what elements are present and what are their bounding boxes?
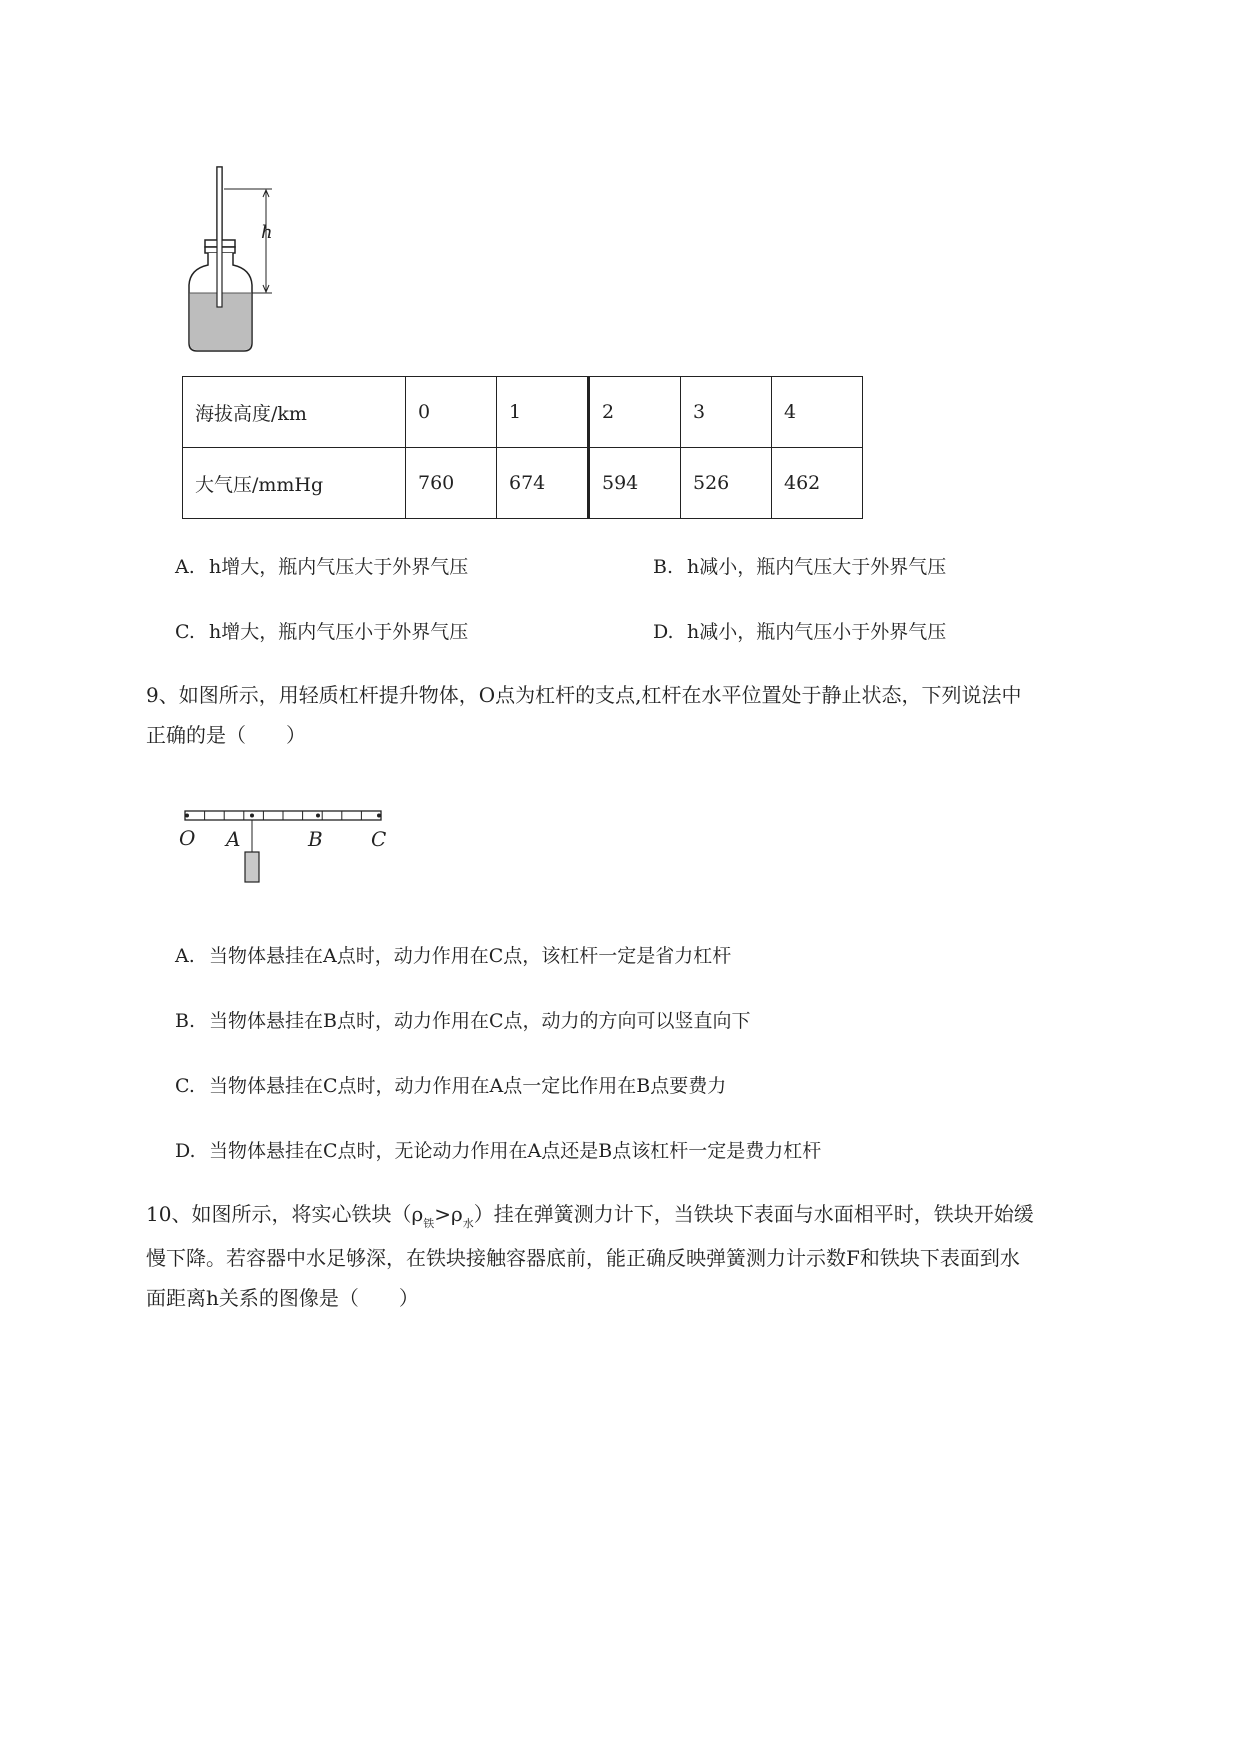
option-d[interactable] (175, 1136, 821, 1163)
option-text: h减小，瓶内气压小于外界气压 (687, 621, 947, 643)
question-9 (146, 675, 1131, 755)
option-c[interactable] (175, 1071, 726, 1098)
subscript: 铁 (423, 1217, 435, 1230)
lever-label-c: C (371, 827, 387, 851)
option-b[interactable] (653, 552, 946, 579)
table-cell: 海拔高度/km (183, 377, 406, 448)
option-text: h增大，瓶内气压大于外界气压 (209, 556, 469, 578)
table-cell: 2 (589, 377, 681, 448)
table-cell: 0 (406, 377, 497, 448)
option-letter: D. (653, 621, 674, 643)
option-a[interactable] (175, 552, 468, 579)
table-cell: 3 (681, 377, 772, 448)
question-text: 面距离h关系的图像是（ ） (146, 1286, 419, 1310)
table-cell: 526 (681, 448, 772, 519)
option-a[interactable] (175, 941, 731, 968)
question-text: 慢下降。若容器中水足够深，在铁块接触容器底前，能正确反映弹簧测力计示数F和铁块下表面到水 (146, 1246, 1020, 1270)
table-cell: 594 (589, 448, 681, 519)
option-text: 当物体悬挂在B点时，动力作用在C点，动力的方向可以竖直向下 (209, 1010, 751, 1032)
option-text: 当物体悬挂在C点时，动力作用在A点一定比作用在B点要费力 (209, 1075, 727, 1097)
table-cell: 674 (497, 448, 589, 519)
option-letter: C. (175, 1075, 195, 1097)
table-row (183, 377, 863, 448)
option-letter: D. (175, 1140, 196, 1162)
lever-figure (182, 805, 387, 887)
table-cell: 1 (497, 377, 589, 448)
option-text: h增大，瓶内气压小于外界气压 (209, 621, 469, 643)
option-letter: A. (175, 556, 195, 578)
subscript: 水 (462, 1217, 474, 1230)
option-c[interactable] (175, 617, 468, 644)
question-10 (146, 1194, 1131, 1318)
table-cell: 大气压/mmHg (183, 448, 406, 519)
option-text: 当物体悬挂在A点时，动力作用在C点，该杠杆一定是省力杠杆 (209, 945, 732, 967)
question-text: 9、如图所示，用轻质杠杆提升物体，O点为杠杆的支点,杠杆在水平位置处于静止状态，下列说法中 (146, 683, 1022, 707)
lever-label-o: O (179, 826, 196, 850)
lever-label-b: B (308, 827, 323, 851)
option-letter: B. (175, 1010, 196, 1032)
option-d[interactable] (653, 617, 946, 644)
height-label: h (261, 222, 273, 243)
option-b[interactable] (175, 1006, 751, 1033)
option-letter: B. (653, 556, 674, 578)
question-text: 正确的是（ ） (146, 723, 306, 747)
bottle-figure (180, 165, 295, 355)
option-letter: C. (175, 621, 195, 643)
question-text: 10、如图所示，将实心铁块$(\rho_铁>\rho_水)$挂在弹簧测力计下，当铁块下表面与水面相平时，铁块开始缓 (146, 1202, 1034, 1230)
option-text: 当物体悬挂在C点时，无论动力作用在A点还是B点该杠杆一定是费力杠杆 (209, 1140, 822, 1162)
altitude-pressure-table (182, 376, 863, 519)
table-cell: 760 (406, 448, 497, 519)
table-row (183, 448, 863, 519)
table-cell: 4 (772, 377, 863, 448)
option-text: h减小，瓶内气压大于外界气压 (687, 556, 947, 578)
table-cell: 462 (772, 448, 863, 519)
lever-label-a: A (226, 827, 241, 851)
option-letter: A. (175, 945, 195, 967)
